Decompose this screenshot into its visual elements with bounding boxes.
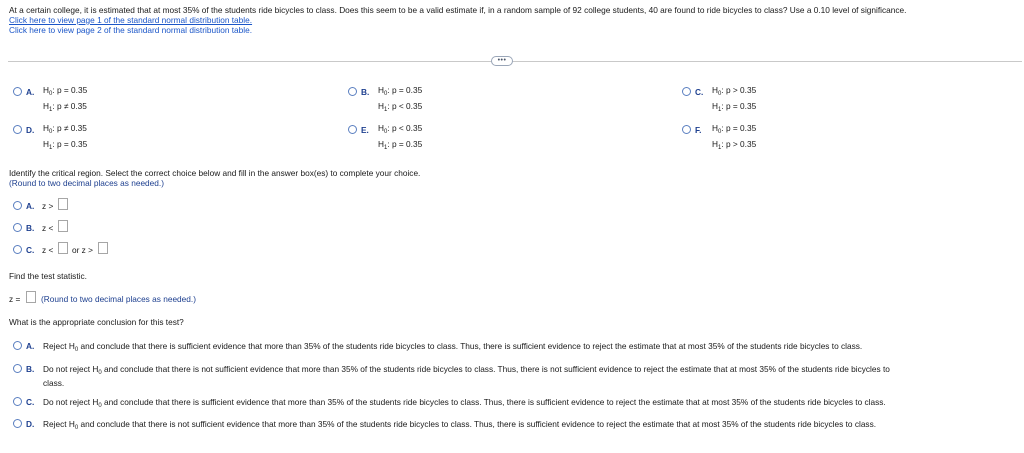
option-letter: C. <box>26 245 35 255</box>
crit-a-label: z > <box>42 201 54 211</box>
option-letter: B. <box>26 223 35 233</box>
test-stat-prompt: Find the test statistic. <box>9 271 87 281</box>
conclusion-text-c: Do not reject $H_0$ and conclude that there is sufficient evidence that more than 35% of the students ride bicycles to class. Thus, there is sufficient evidence to reject the estimate that at most 35% of the students ride bicycles to class. <box>43 397 886 409</box>
critical-region-prompt: Identify the critical region. Select the correct choice below and fill in the answer box(es) to complete your choice. <box>9 168 421 178</box>
option-letter: A. <box>26 341 35 351</box>
option-letter: A. <box>26 201 35 211</box>
hypothesis-text-d: $H_0$: p ≠ 0.35 $H_1$: p = 0.35 <box>43 123 88 151</box>
option-letter: D. <box>26 125 35 135</box>
option-letter: D. <box>26 419 35 429</box>
critical-region-note: (Round to two decimal places as needed.) <box>9 178 164 188</box>
radio-concl-d[interactable] <box>13 419 22 428</box>
option-letter: C. <box>26 397 35 407</box>
section-divider <box>8 61 1022 62</box>
hypothesis-text-b: $H_0$: p = 0.35 $H_1$: p < 0.35 <box>378 85 423 113</box>
radio-c[interactable] <box>682 87 691 96</box>
option-letter: A. <box>26 87 35 97</box>
option-letter: C. <box>695 87 704 97</box>
hypothesis-text-f: $H_0$: p = 0.35 $H_1$: p > 0.35 <box>712 123 757 151</box>
radio-concl-b[interactable] <box>13 364 22 373</box>
option-letter: F. <box>695 125 702 135</box>
crit-c-upper-input[interactable] <box>98 242 108 254</box>
table-page-2-link[interactable]: Click here to view page 2 of the standard normal distribution table. <box>9 25 253 35</box>
option-letter: B. <box>26 364 35 374</box>
radio-concl-a[interactable] <box>13 341 22 350</box>
crit-b-label: z < <box>42 223 54 233</box>
crit-a-input[interactable] <box>58 198 68 210</box>
table-page-1-link[interactable]: Click here to view page 1 of the standard normal distribution table. <box>9 15 253 25</box>
test-stat-note: (Round to two decimal places as needed.) <box>41 294 196 304</box>
radio-concl-c[interactable] <box>13 397 22 406</box>
crit-c-label: z < <box>42 245 54 255</box>
crit-c-or-label: or z > <box>72 245 93 255</box>
conclusion-prompt: What is the appropriate conclusion for this test? <box>9 317 184 327</box>
radio-b[interactable] <box>348 87 357 96</box>
expand-more-button[interactable]: ••• <box>491 56 513 66</box>
radio-e[interactable] <box>348 125 357 134</box>
conclusion-text-b: Do not reject $H_0$ and conclude that there is not sufficient evidence that more than 35% of the students ride bicycles to class. Thus, there is not sufficient evidence to reject the estimate that at most 35% of the students ride bicycles to <box>43 364 890 376</box>
crit-b-input[interactable] <box>58 220 68 232</box>
hypothesis-text-e: $H_0$: p < 0.35 $H_1$: p = 0.35 <box>378 123 423 151</box>
test-stat-input[interactable] <box>26 291 36 303</box>
question-text: At a certain college, it is estimated that at most 35% of the students ride bicycles to class. Does this seem to be a valid estimate if, in a random sample of 92 college students, 40 are found to ride bicycles to class? Use a 0.10 level of significance. <box>9 5 907 15</box>
radio-crit-c[interactable] <box>13 245 22 254</box>
conclusion-text-d: Reject $H_0$ and conclude that there is not sufficient evidence that more than 35% of the students ride bicycles to class. Thus, there is sufficient evidence to reject the estimate that at most 35% of the students ride bicycles to class. <box>43 419 877 431</box>
hypothesis-text-a: $H_0$: p = 0.35 $H_1$: p ≠ 0.35 <box>43 85 88 113</box>
hypothesis-text-c: $H_0$: p > 0.35 $H_1$: p = 0.35 <box>712 85 757 113</box>
radio-d[interactable] <box>13 125 22 134</box>
radio-crit-b[interactable] <box>13 223 22 232</box>
radio-crit-a[interactable] <box>13 201 22 210</box>
radio-a[interactable] <box>13 87 22 96</box>
crit-c-lower-input[interactable] <box>58 242 68 254</box>
test-stat-label: z = <box>9 294 21 304</box>
conclusion-text-b-cont: class. <box>43 378 65 388</box>
option-letter: E. <box>361 125 369 135</box>
conclusion-text-a: Reject $H_0$ and conclude that there is sufficient evidence that more than 35% of the students ride bicycles to class. Thus, there is sufficient evidence to reject the estimate that at most 35% of the students ride bicycles to class. <box>43 341 863 353</box>
radio-f[interactable] <box>682 125 691 134</box>
option-letter: B. <box>361 87 370 97</box>
